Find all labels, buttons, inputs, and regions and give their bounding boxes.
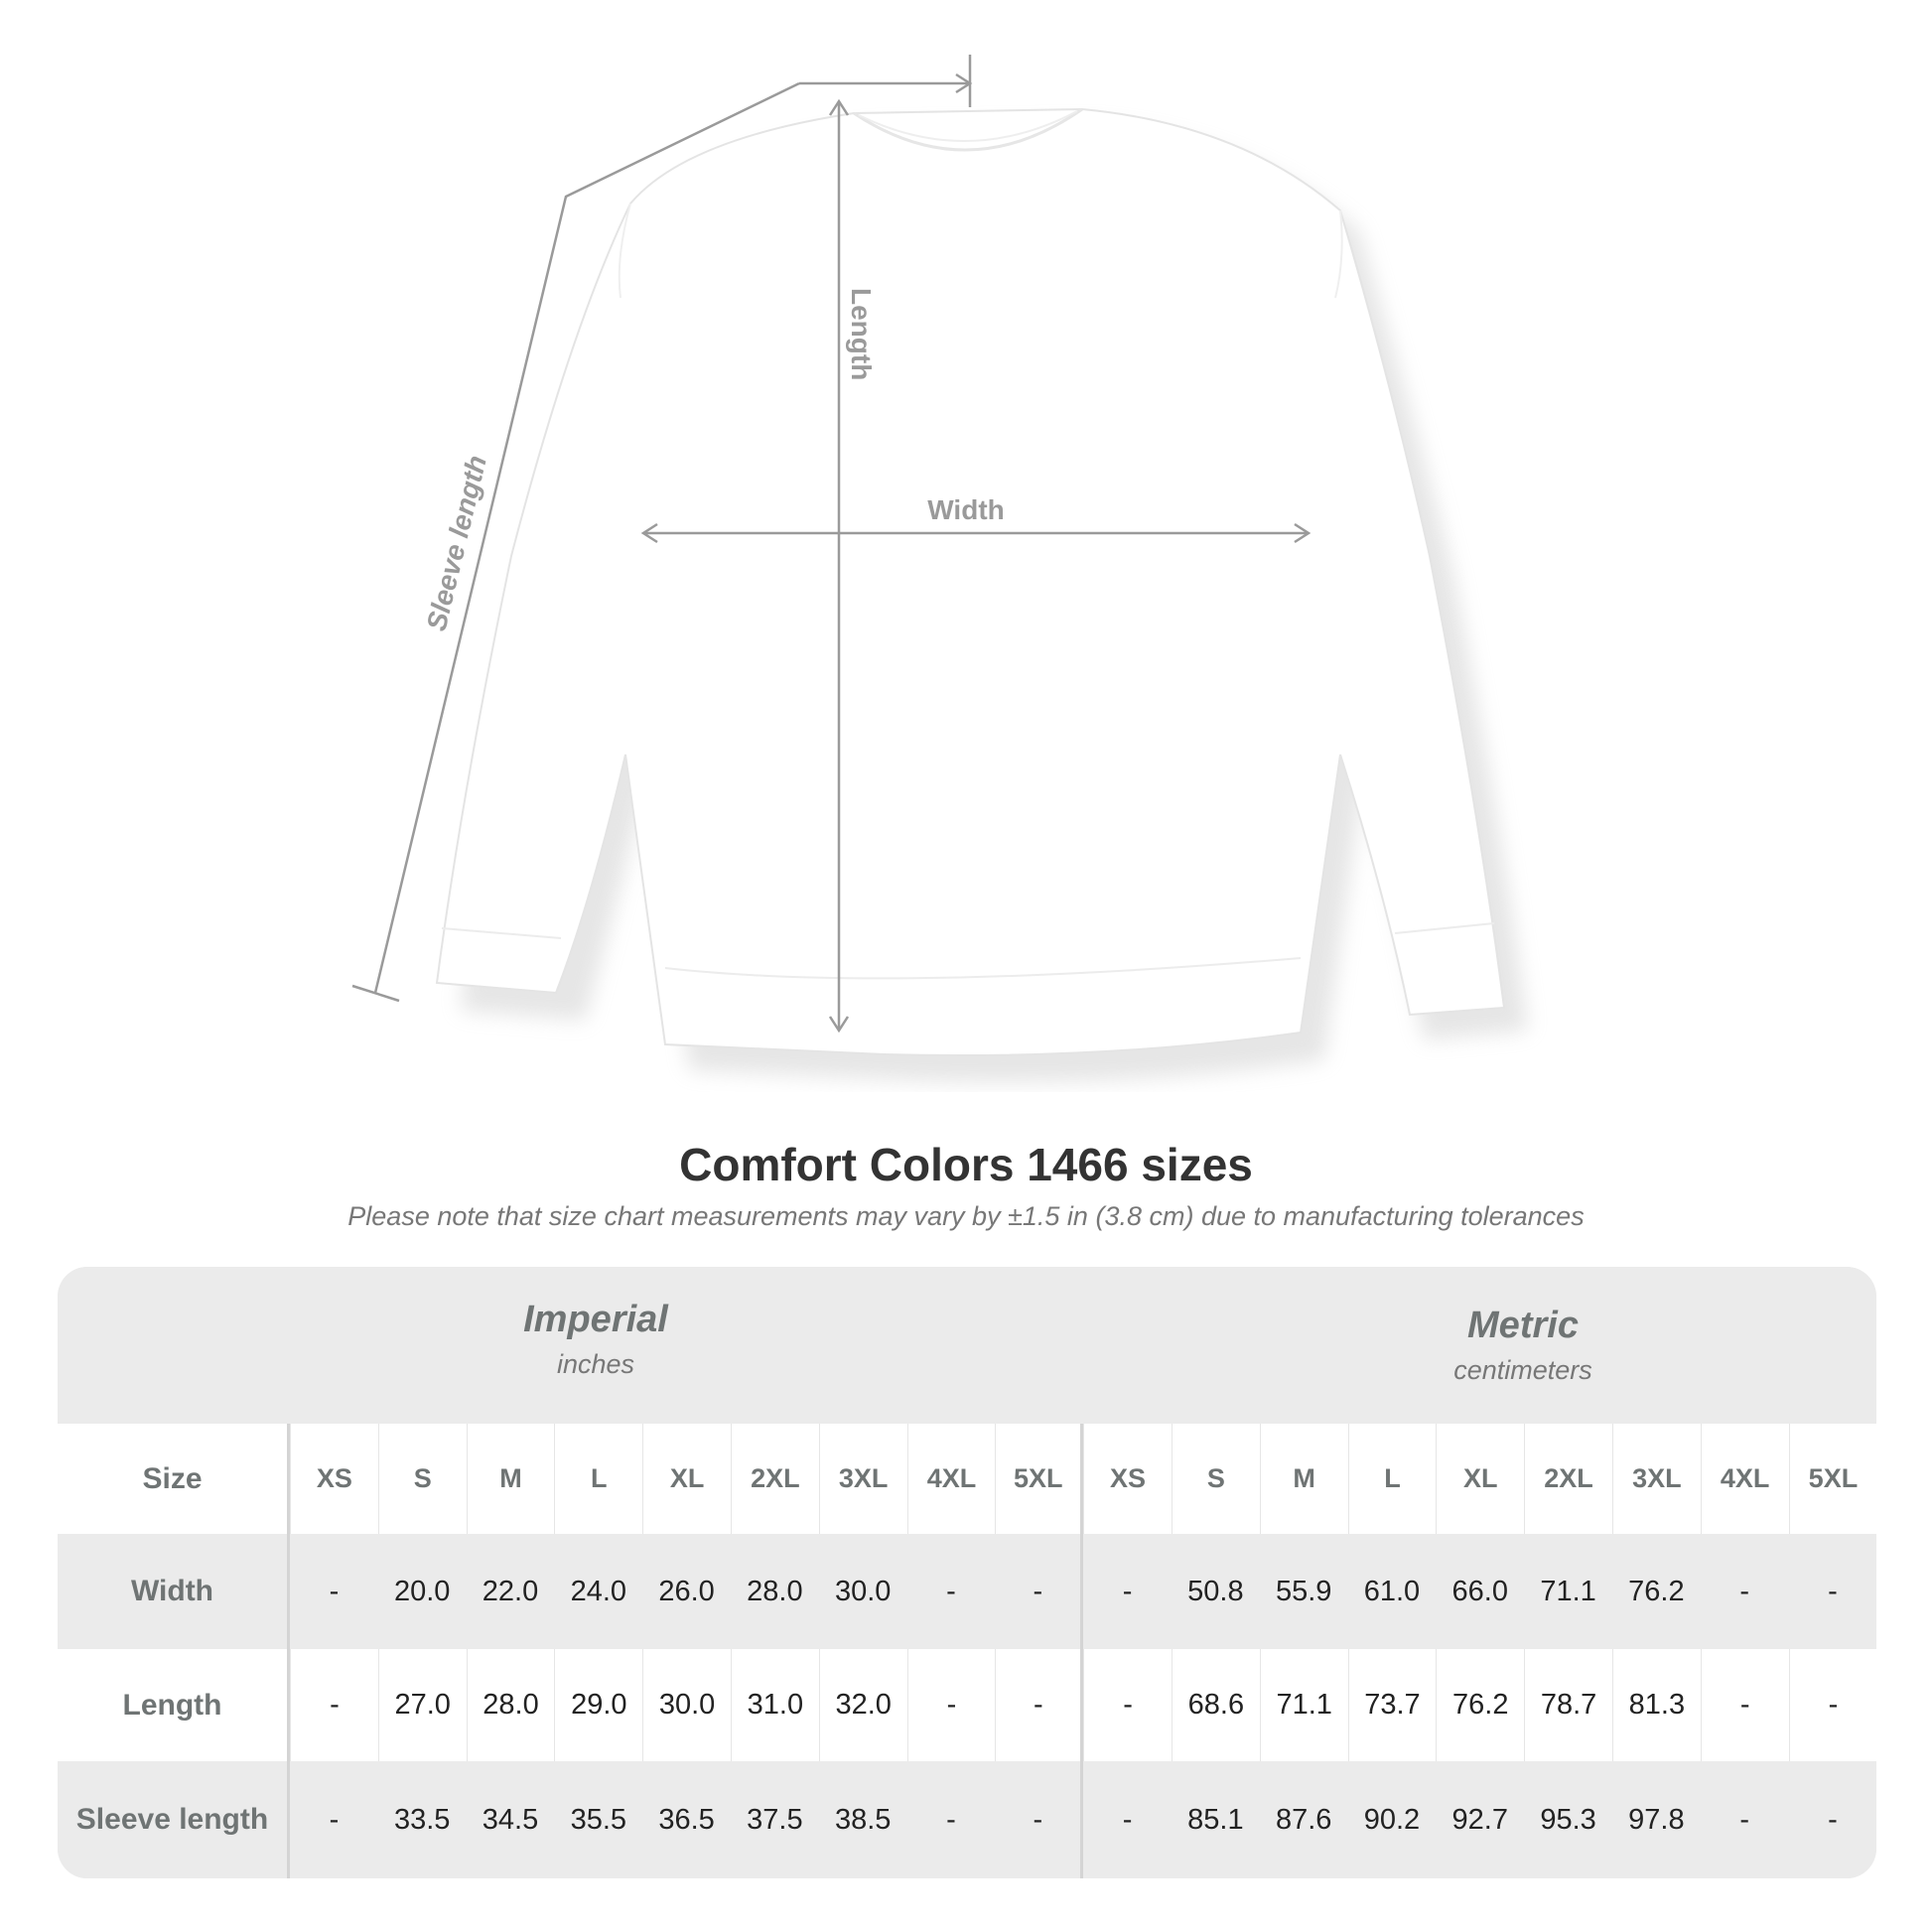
size-header-imperial-5xl: 5XL [995,1424,1083,1534]
size-header-metric-5xl: 5XL [1789,1424,1876,1534]
row-label-width: Width [58,1534,290,1649]
table-cell: 66.0 [1451,1575,1508,1607]
table-cell: 36.5 [658,1803,715,1836]
metric-group [1090,1305,1876,1386]
table-cell: 95.3 [1540,1803,1596,1836]
table-cell: 24.0 [570,1575,627,1607]
table-cell: - [329,1575,340,1607]
table-cell: 76.2 [1628,1575,1685,1607]
size-header-imperial-l: L [554,1424,642,1534]
table-cell: 32.0 [819,1649,907,1761]
table-cell: 76.2 [1436,1649,1524,1761]
table-cell: 71.1 [1540,1575,1596,1607]
row-label-length: Length [58,1649,290,1761]
table-cell: - [946,1803,956,1836]
table-cell: - [995,1649,1083,1761]
table-cell: 50.8 [1187,1575,1244,1607]
table-cell: 92.7 [1451,1803,1508,1836]
table-cell: - [995,1534,1083,1649]
size-header-imperial-m: M [467,1424,555,1534]
table-cell: 55.9 [1275,1575,1332,1607]
table-cell: - [1122,1575,1133,1607]
table-cell: 30.0 [642,1649,731,1761]
size-header-metric-xs: XS [1083,1424,1172,1534]
width-label: Width [927,494,1005,525]
table-cell: 38.5 [834,1803,892,1836]
table-cell: 28.0 [467,1649,555,1761]
table-group-header [58,1267,1876,1424]
table-cell: 26.0 [658,1575,715,1607]
size-header-imperial-xs: XS [290,1424,378,1534]
table-cell: 20.0 [393,1575,451,1607]
tolerance-note: Please note that size chart measurements may vary by ±1.5 in (3.8 cm) due to manufacturing tolerances [347,1201,1585,1231]
table-cell: - [1828,1803,1838,1836]
table-cell: - [329,1803,340,1836]
table-cell: 31.0 [731,1649,819,1761]
table-row-width [58,1534,1876,1649]
table-cell: 35.5 [570,1803,627,1836]
table-cell: 97.8 [1628,1803,1685,1836]
size-header-metric-m: M [1260,1424,1348,1534]
table-row-length [58,1649,1876,1761]
imperial-title: Imperial [523,1299,668,1340]
length-label: Length [846,288,877,381]
size-column-label: Size [58,1424,290,1534]
table-cell: 27.0 [378,1649,467,1761]
size-header-metric-xl: XL [1436,1424,1524,1534]
sleeve-length-label: Sleeve length [420,452,492,634]
table-cell: 78.7 [1524,1649,1612,1761]
table-cell: - [1701,1649,1789,1761]
size-header-metric-3xl: 3XL [1612,1424,1701,1534]
table-cell: - [907,1649,996,1761]
metric-title: Metric [1467,1305,1579,1346]
row-label-sleeve-length: Sleeve length [58,1761,290,1878]
table-cell: 73.7 [1348,1649,1437,1761]
size-header-imperial-3xl: 3XL [819,1424,907,1534]
metric-unit: centimeters [1453,1355,1592,1385]
table-cell: 68.6 [1172,1649,1260,1761]
table-cell: - [1739,1575,1749,1607]
table-cell: - [995,1761,1083,1878]
size-header-imperial-xl: XL [642,1424,731,1534]
table-cell: - [1083,1649,1172,1761]
table-cell: - [1789,1649,1876,1761]
size-header-imperial-2xl: 2XL [731,1424,819,1534]
table-cell: - [1122,1803,1133,1836]
size-header-metric-s: S [1172,1424,1260,1534]
table-cell: 81.3 [1612,1649,1701,1761]
table-cell: 29.0 [554,1649,642,1761]
table-cell: 28.0 [747,1575,803,1607]
size-header-imperial-4xl: 4XL [907,1424,996,1534]
table-cell: - [290,1649,378,1761]
table-cell: 22.0 [482,1575,539,1607]
table-cell: 87.6 [1275,1803,1332,1836]
table-row-sleeve-length [58,1761,1876,1878]
table-cell: 90.2 [1363,1803,1421,1836]
table-cell: - [946,1575,956,1607]
table-cell: 34.5 [482,1803,539,1836]
table-cell: 37.5 [747,1803,803,1836]
table-cell: 71.1 [1260,1649,1348,1761]
size-header-imperial-s: S [378,1424,467,1534]
table-cell: - [1739,1803,1749,1836]
table-cell: 85.1 [1187,1803,1244,1836]
imperial-group [58,1299,1134,1380]
size-header-metric-2xl: 2XL [1524,1424,1612,1534]
page-title: Comfort Colors 1466 sizes [679,1139,1253,1190]
imperial-unit: inches [556,1349,635,1379]
size-table [58,1267,1876,1878]
table-cell: - [1828,1575,1838,1607]
table-cell: 33.5 [393,1803,451,1836]
size-header-metric-4xl: 4XL [1701,1424,1789,1534]
size-header-row [58,1424,1876,1534]
table-cell: 30.0 [834,1575,892,1607]
table-cell: 61.0 [1363,1575,1421,1607]
size-header-metric-l: L [1348,1424,1437,1534]
